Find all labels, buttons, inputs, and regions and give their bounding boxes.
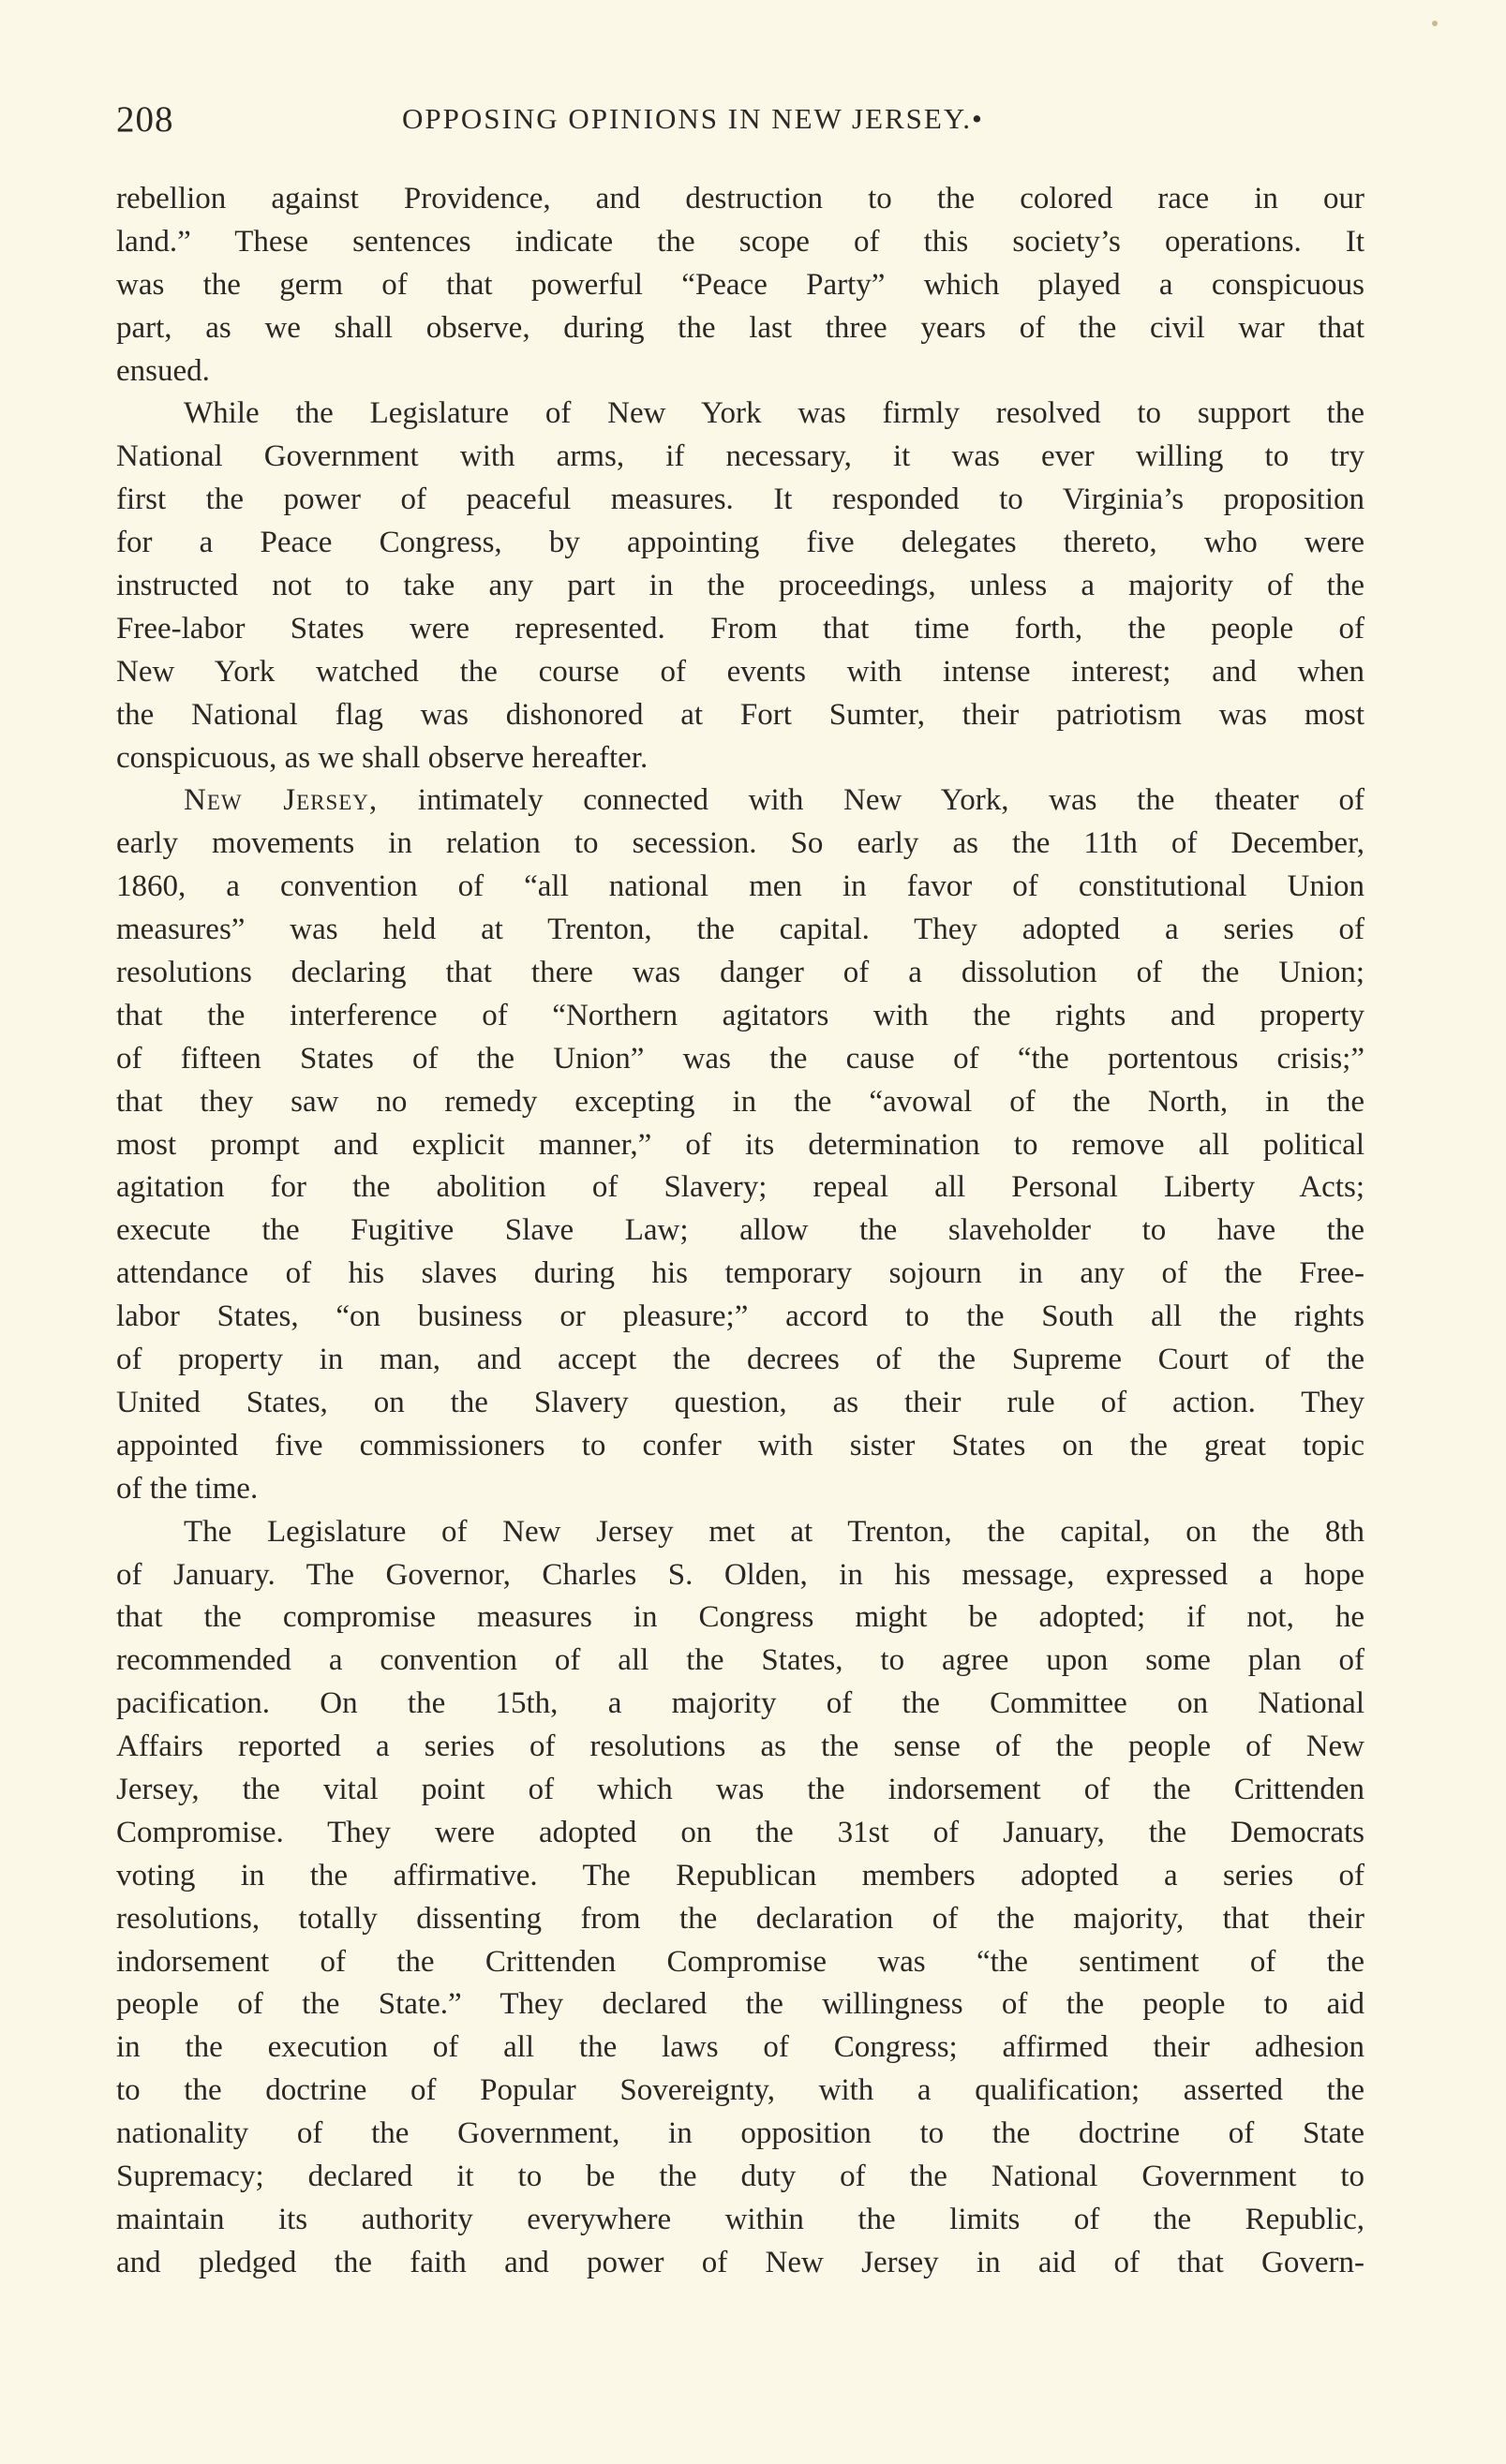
text-line: voting in the affirmative. The Republican members adopted a series of	[116, 1858, 1364, 1893]
text-line: measures” was held at Trenton, the capital. They adopted a series of	[116, 913, 1364, 947]
text-line: Free-labor States were represented. From that time forth, the people of	[116, 611, 1364, 646]
running-head: OPPOSING OPINIONS IN NEW JERSEY.•	[402, 102, 984, 135]
text-line: part, as we shall observe, during the last three years of the civil war that	[116, 310, 1364, 345]
text-line: of property in man, and accept the decrees of the Supreme Court of the	[116, 1343, 1364, 1377]
paragraph	[116, 779, 1364, 1510]
text-line: maintain its authority everywhere within the limits of the Republic,	[116, 2202, 1364, 2236]
text-line: attendance of his slaves during his temporary sojourn in any of the Free-	[116, 1256, 1364, 1291]
text-line: for a Peace Congress, by appointing five delegates thereto, who were	[116, 526, 1364, 560]
text-line: people of the State.” They declared the willingness of the people to aid	[116, 1987, 1364, 2022]
text-line: early movements in relation to secession. So early as the 11th of December,	[116, 826, 1364, 861]
text-line: Supremacy; declared it to be the duty of the National Government to	[116, 2159, 1364, 2193]
text-line: resolutions, totally dissenting from the declaration of the majority, that their	[116, 1901, 1364, 1936]
text-line-rest: intimately connected with New York, was the theater of	[378, 783, 1364, 818]
text-line: of the time.	[116, 1471, 259, 1506]
section-lead: New Jersey,	[184, 783, 379, 818]
text-line: Jersey, the vital point of which was the indorsement of the Crittenden	[116, 1772, 1364, 1806]
text-line: pacification. On the 15th, a majority of the Committee on National	[116, 1686, 1364, 1721]
paragraph	[116, 393, 1364, 779]
text-line: execute the Fugitive Slave Law; allow the slaveholder to have the	[116, 1213, 1364, 1248]
text-line: rebellion against Providence, and destruction to the colored race in our	[116, 182, 1364, 215]
body-text	[116, 178, 1364, 2285]
text-line: to the doctrine of Popular Sovereignty, with a qualification; asserted the	[116, 2073, 1364, 2108]
text-line: nationality of the Government, in opposition to the doctrine of State	[116, 2116, 1364, 2151]
text-line: National Government with arms, if necessary, it was ever willing to try	[116, 439, 1364, 474]
text-line: and pledged the faith and power of New Jersey in aid of that Govern-	[116, 2245, 1364, 2279]
text-line: New York watched the course of events with intense interest; and when	[116, 654, 1364, 689]
text-line: While the Legislature of New York was firmly resolved to support the	[184, 396, 1364, 431]
text-line: that they saw no remedy excepting in the “avowal of the North, in the	[116, 1084, 1364, 1119]
text-line: ensued.	[116, 353, 210, 388]
text-line: The Legislature of New Jersey met at Trenton, the capital, on the 8th	[184, 1514, 1364, 1549]
text-line: land.” These sentences indicate the scope of this society’s operations. It	[116, 224, 1364, 259]
text-line: first the power of peaceful measures. It responded to Virginia’s proposition	[116, 482, 1364, 517]
text-line: the National flag was dishonored at Fort Sumter, their patriotism was most	[116, 697, 1364, 732]
text-line: was the germ of that powerful “Peace Party” which played a conspicuous	[116, 267, 1364, 302]
text-line	[116, 779, 1364, 823]
paper-speck	[1432, 21, 1438, 26]
text-line: appointed five commissioners to confer with sister States on the great topic	[116, 1428, 1364, 1462]
text-line: labor States, “on business or pleasure;” accord to the South all the rights	[116, 1299, 1364, 1334]
text-line: recommended a convention of all the States, to agree upon some plan of	[116, 1643, 1364, 1678]
text-line: that the interference of “Northern agitators with the rights and property	[116, 998, 1364, 1032]
text-line: agitation for the abolition of Slavery; repeal all Personal Liberty Acts;	[116, 1170, 1364, 1205]
text-line: most prompt and explicit manner,” of its determination to remove all political	[116, 1127, 1364, 1162]
text-line: 1860, a convention of “all national men in favor of constitutional Union	[116, 869, 1364, 904]
text-line: Compromise. They were adopted on the 31st of January, the Democrats	[116, 1815, 1364, 1849]
text-line: indorsement of the Crittenden Compromise was “the sentiment of the	[116, 1944, 1364, 1979]
page-header	[116, 98, 1363, 145]
text-line: United States, on the Slavery question, as their rule of action. They	[116, 1385, 1364, 1419]
text-line: that the compromise measures in Congress might be adopted; if not, he	[116, 1600, 1364, 1635]
paragraph	[116, 1511, 1364, 2285]
page-number: 208	[116, 99, 174, 140]
text-line: conspicuous, as we shall observe hereafter.	[116, 740, 649, 775]
paragraph	[116, 178, 1364, 393]
text-line: resolutions declaring that there was danger of a dissolution of the Union;	[116, 956, 1364, 990]
text-line: Affairs reported a series of resolutions as the sense of the people of New	[116, 1729, 1364, 1764]
text-line: of fifteen States of the Union” was the cause of “the portentous crisis;”	[116, 1041, 1364, 1076]
text-line: of January. The Governor, Charles S. Olden, in his message, expressed a hope	[116, 1557, 1364, 1592]
text-line: instructed not to take any part in the proceedings, unless a majority of the	[116, 569, 1364, 603]
text-line: in the execution of all the laws of Congress; affirmed their adhesion	[116, 2030, 1364, 2065]
